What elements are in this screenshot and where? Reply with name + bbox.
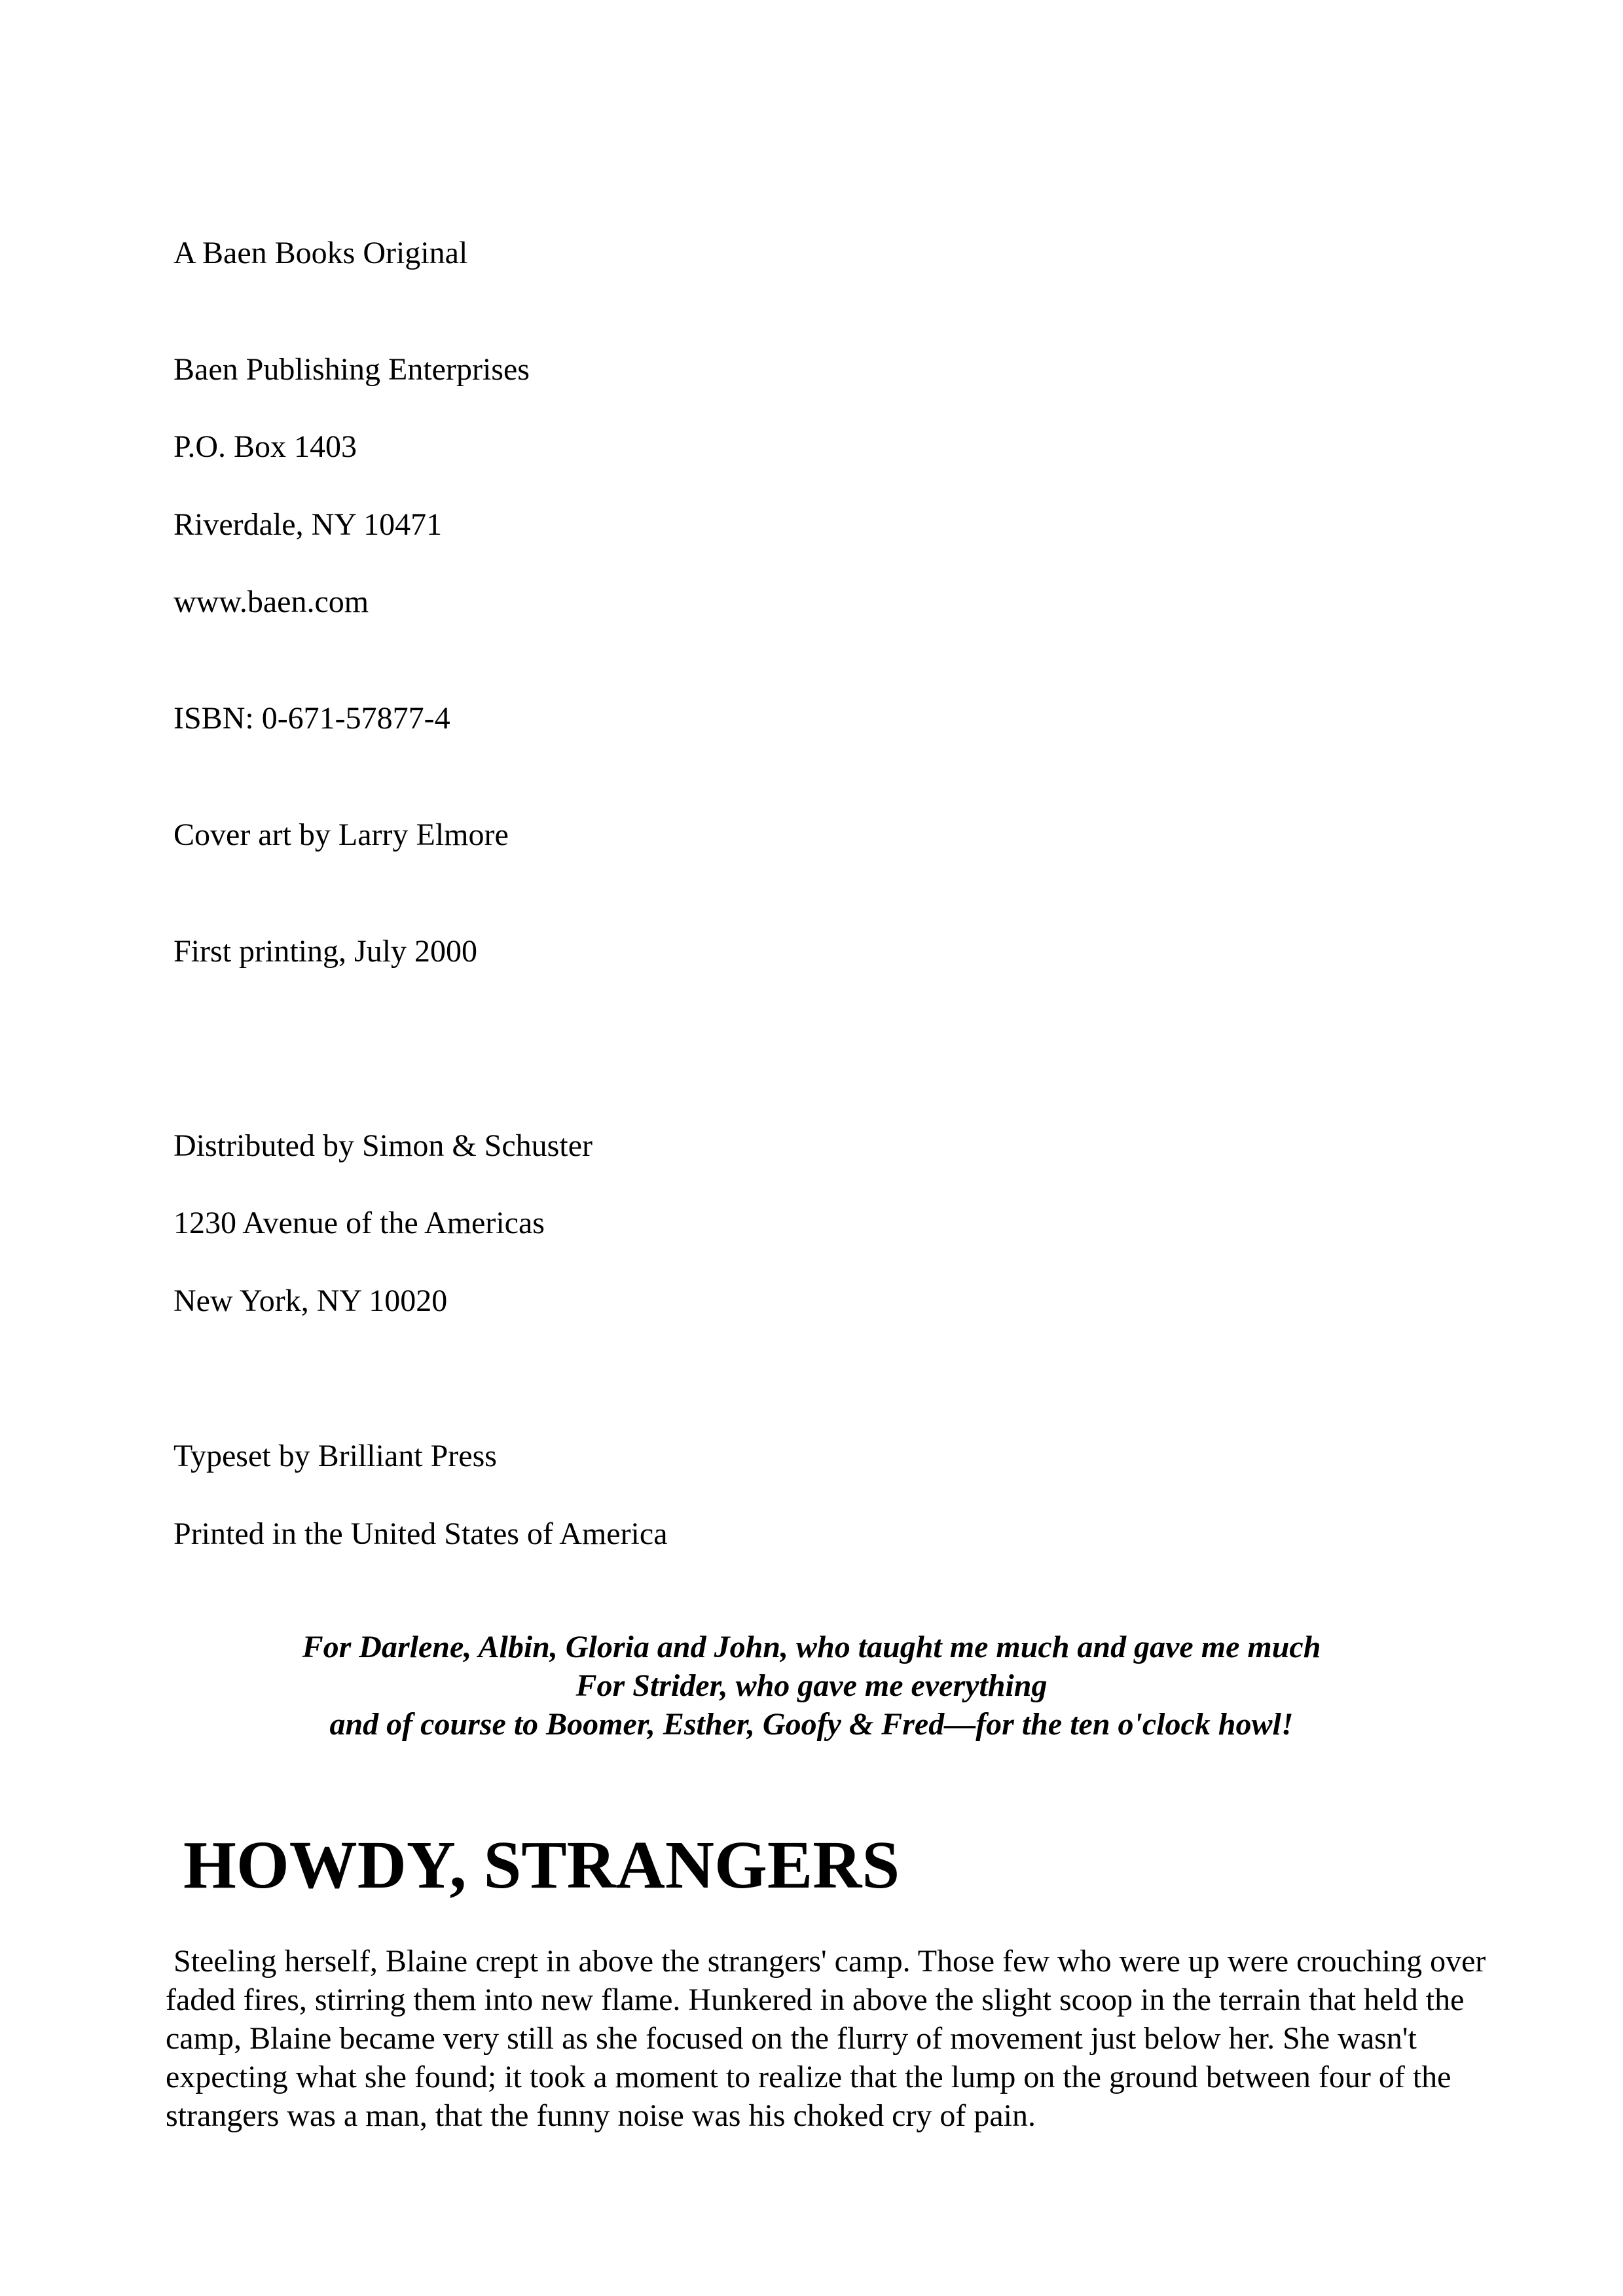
paragraph-line: camp, Blaine became very still as she focused on the flurry of movement just below her. She wasn't	[166, 2021, 1417, 2056]
imprint-line: A Baen Books Original	[173, 236, 468, 270]
isbn-line: ISBN: 0-671-57877-4	[173, 701, 450, 736]
dedication-line: For Darlene, Albin, Gloria and John, who taught me much and gave me much	[302, 1630, 1321, 1664]
dedication-line: and of course to Boomer, Esther, Goofy & Fred—for the ten o'clock howl!	[329, 1707, 1294, 1742]
paragraph-line: expecting what she found; it took a moment to realize that the lump on the ground between four of the	[166, 2060, 1451, 2094]
typesetter-credit: Typeset by Brilliant Press	[173, 1439, 497, 1473]
dedication	[0, 1628, 1623, 1744]
printing-date: First printing, July 2000	[173, 934, 478, 969]
cover-art-credit: Cover art by Larry Elmore	[173, 817, 509, 852]
distributor-name: Distributed by Simon & Schuster	[173, 1128, 593, 1163]
publisher-website: www.baen.com	[173, 584, 369, 619]
distributor-city: New York, NY 10020	[173, 1283, 448, 1318]
chapter-paragraph	[166, 1942, 1486, 2135]
dedication-line: For Strider, who gave me everything	[575, 1668, 1048, 1703]
chapter-title: HOWDY, STRANGERS	[183, 1827, 900, 1903]
paragraph-line: strangers was a man, that the funny noise was his choked cry of pain.	[166, 2098, 1036, 2133]
publisher-name: Baen Publishing Enterprises	[173, 352, 530, 387]
printed-in-line: Printed in the United States of America	[173, 1516, 668, 1551]
publisher-po-box: P.O. Box 1403	[173, 429, 357, 464]
paragraph-line: faded fires, stirring them into new flame. Hunkered in above the slight scoop in the terrain that held the	[166, 1982, 1465, 2017]
publisher-city: Riverdale, NY 10471	[173, 507, 443, 542]
distributor-street: 1230 Avenue of the Americas	[173, 1206, 545, 1240]
paragraph-line: Steeling herself, Blaine crept in above the strangers' camp. Those few who were up were crouching over	[166, 1944, 1486, 1979]
